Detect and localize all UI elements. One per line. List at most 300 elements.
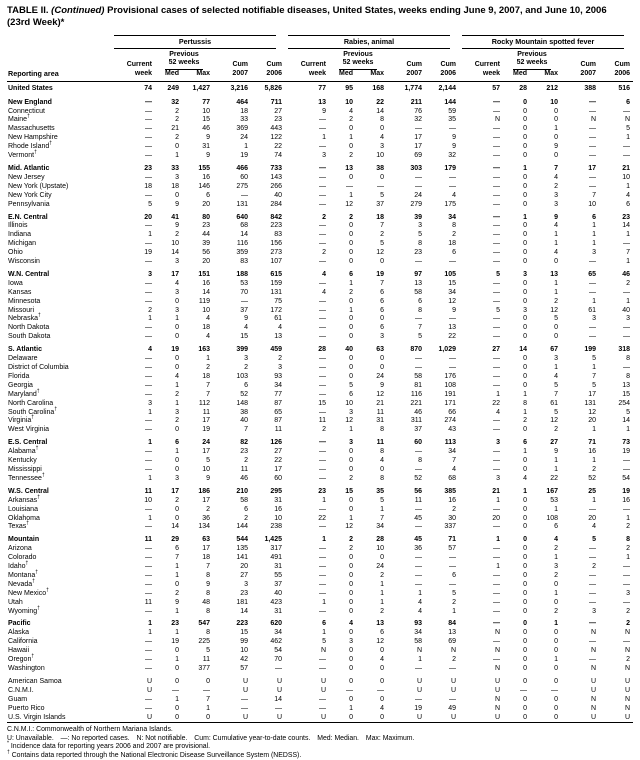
cum-label: Cum bbox=[580, 61, 596, 69]
value-cell: 13 bbox=[448, 324, 456, 332]
value-cell: 5 bbox=[418, 231, 422, 239]
reporting-area-cell: American Samoa bbox=[8, 677, 62, 685]
value-cell: — bbox=[319, 200, 326, 208]
value-cell: — bbox=[145, 580, 152, 588]
value-cell: 13 bbox=[550, 270, 558, 278]
value-cell: 8 bbox=[452, 222, 456, 230]
value-cell: 87 bbox=[274, 417, 282, 425]
notifiable-diseases-table bbox=[7, 33, 633, 723]
value-cell: U bbox=[494, 713, 500, 721]
value-cell: 4 bbox=[554, 249, 558, 257]
value-cell: 1 bbox=[244, 143, 248, 151]
value-cell: 388 bbox=[584, 84, 596, 92]
reporting-area-cell: Hawaii bbox=[8, 647, 30, 655]
value-cell: 0 bbox=[523, 695, 527, 703]
row-south-dakota bbox=[7, 333, 633, 342]
value-cell: 6 bbox=[380, 288, 384, 296]
row-new-york-city bbox=[7, 192, 633, 201]
value-cell: — bbox=[493, 448, 500, 456]
value-cell: 3 bbox=[175, 258, 179, 266]
row-e-s-central bbox=[7, 435, 633, 448]
reporting-area-cell: Missouri bbox=[8, 306, 35, 314]
value-cell: 0 bbox=[380, 647, 384, 655]
value-cell: 27 bbox=[274, 448, 282, 456]
reporting-area-cell: Minnesota bbox=[8, 297, 41, 305]
value-cell: 20 bbox=[202, 200, 210, 208]
value-cell: 5 bbox=[592, 536, 596, 544]
value-cell: 7 bbox=[418, 324, 422, 332]
value-cell: 6 bbox=[523, 439, 527, 447]
value-cell: 0 bbox=[523, 116, 527, 124]
value-cell: — bbox=[623, 152, 631, 160]
footnote-marker: † bbox=[46, 587, 49, 594]
value-cell: 0 bbox=[175, 143, 179, 151]
value-cell: 13 bbox=[448, 629, 456, 637]
value-cell: 223 bbox=[270, 222, 282, 230]
value-cell: 0 bbox=[349, 125, 353, 133]
reporting-area-cell: C.N.M.I. bbox=[8, 686, 34, 694]
value-cell: 5 bbox=[554, 381, 558, 389]
value-cell: 4 bbox=[554, 372, 558, 380]
reporting-area-cell: Mountain bbox=[8, 536, 40, 544]
footnote-line: * Incidence data for reporting years 2006 and 2007 are provisional. bbox=[7, 740, 211, 751]
value-cell: — bbox=[145, 647, 152, 655]
value-cell: 1 bbox=[148, 408, 152, 416]
value-cell: — bbox=[145, 288, 152, 296]
value-cell: 116 bbox=[236, 240, 248, 248]
value-cell: 181 bbox=[236, 598, 248, 606]
value-cell: 13 bbox=[622, 381, 631, 389]
value-cell: 65 bbox=[588, 270, 596, 278]
value-cell: 1 bbox=[554, 364, 558, 371]
value-cell: 1 bbox=[175, 152, 179, 160]
value-cell: — bbox=[623, 465, 631, 473]
value-cell: 34 bbox=[274, 381, 282, 389]
value-cell: 0 bbox=[380, 125, 384, 133]
value-cell: 6 bbox=[592, 213, 596, 221]
value-cell: — bbox=[319, 164, 326, 172]
value-cell: — bbox=[493, 143, 500, 151]
value-cell: 1 bbox=[322, 134, 326, 142]
row-virginia bbox=[7, 417, 633, 426]
value-cell: 3 bbox=[175, 408, 179, 416]
value-cell: 122 bbox=[270, 134, 282, 142]
value-cell: — bbox=[319, 222, 326, 230]
value-cell: 37 bbox=[376, 200, 384, 208]
value-cell: — bbox=[623, 505, 631, 513]
value-cell: U bbox=[416, 686, 422, 694]
value-cell: 0 bbox=[554, 629, 558, 637]
reporting-area-cell: Guam bbox=[8, 695, 28, 703]
value-cell: 1 bbox=[592, 231, 596, 239]
value-cell: 10 bbox=[622, 173, 631, 181]
value-cell: 113 bbox=[444, 439, 456, 447]
value-cell: 58 bbox=[240, 496, 248, 504]
value-cell: — bbox=[346, 182, 353, 190]
value-cell: 443 bbox=[270, 125, 282, 133]
value-cell: 9 bbox=[175, 222, 179, 230]
value-cell: 16 bbox=[588, 448, 596, 456]
value-cell: 0 bbox=[523, 191, 527, 199]
value-cell: — bbox=[241, 704, 248, 712]
value-cell: 9 bbox=[206, 134, 210, 142]
value-cell: — bbox=[623, 598, 631, 606]
value-cell: — bbox=[493, 333, 500, 341]
value-cell: — bbox=[623, 638, 631, 646]
value-cell: 27 bbox=[274, 107, 282, 115]
row-georgia bbox=[7, 382, 633, 391]
value-cell: 0 bbox=[349, 580, 353, 588]
value-cell: 31 bbox=[202, 143, 210, 151]
value-cell: 0 bbox=[554, 647, 558, 655]
value-cell: 2 bbox=[626, 620, 631, 628]
value-cell: 1 bbox=[349, 514, 353, 522]
value-cell: 1 bbox=[418, 589, 422, 597]
value-cell: 462 bbox=[270, 638, 282, 646]
reporting-area-cell: Delaware bbox=[8, 355, 38, 363]
row-puerto-rico bbox=[7, 705, 633, 714]
value-cell: 1 bbox=[626, 134, 631, 142]
value-cell: — bbox=[589, 589, 596, 597]
value-cell: 11 bbox=[318, 417, 326, 425]
value-cell: 0 bbox=[349, 297, 353, 305]
value-cell: — bbox=[415, 315, 422, 323]
value-cell: 0 bbox=[554, 116, 558, 124]
value-cell: 1 bbox=[418, 656, 422, 664]
value-cell: 0 bbox=[523, 465, 527, 473]
value-cell: 2 bbox=[322, 213, 326, 221]
value-cell: 3 bbox=[554, 191, 558, 199]
value-cell: 0 bbox=[523, 563, 527, 571]
value-cell: 14 bbox=[519, 346, 527, 354]
value-cell: 0 bbox=[175, 713, 179, 721]
reporting-area-cell: Mid. Atlantic bbox=[8, 164, 50, 172]
value-cell: — bbox=[319, 563, 326, 571]
value-cell: — bbox=[415, 665, 422, 672]
value-cell: 0 bbox=[380, 258, 384, 266]
footnote-line: C.N.M.I.: Commonwealth of Northern Mariana Islands. bbox=[7, 726, 173, 734]
value-cell: 52 bbox=[588, 474, 596, 482]
value-cell: 1 bbox=[175, 381, 179, 389]
value-cell: 0 bbox=[380, 364, 384, 371]
value-cell: 4 bbox=[206, 315, 210, 323]
value-cell: 0 bbox=[523, 355, 527, 363]
value-cell: — bbox=[623, 333, 631, 341]
value-cell: — bbox=[275, 665, 282, 672]
value-cell: — bbox=[589, 134, 596, 142]
value-cell: N bbox=[494, 665, 500, 672]
value-cell: — bbox=[493, 545, 500, 553]
value-cell: 15 bbox=[240, 333, 248, 341]
value-cell: — bbox=[493, 372, 500, 380]
value-cell: 0 bbox=[523, 143, 527, 151]
value-cell: 3 bbox=[175, 288, 179, 296]
value-cell: 2 bbox=[244, 514, 248, 522]
value-cell: 0 bbox=[349, 324, 353, 332]
value-cell: N bbox=[590, 116, 596, 124]
value-cell: 0 bbox=[175, 333, 179, 341]
row-maine bbox=[7, 116, 633, 125]
value-cell: 1 bbox=[626, 231, 631, 239]
value-cell: U bbox=[242, 677, 248, 685]
row-colorado bbox=[7, 554, 633, 563]
value-cell: — bbox=[145, 554, 152, 562]
value-cell: 0 bbox=[349, 258, 353, 266]
value-cell: 82 bbox=[240, 439, 248, 447]
value-cell: 58 bbox=[414, 638, 422, 646]
value-cell: 40 bbox=[274, 191, 282, 199]
value-cell: 20 bbox=[144, 213, 152, 221]
value-cell: — bbox=[493, 324, 500, 332]
value-cell: 10 bbox=[345, 98, 353, 106]
value-cell: 3 bbox=[592, 315, 596, 323]
value-cell: — bbox=[493, 297, 500, 305]
value-cell: — bbox=[319, 580, 326, 588]
value-cell: 8 bbox=[626, 536, 631, 544]
value-cell: — bbox=[145, 607, 152, 615]
row-kansas bbox=[7, 289, 633, 298]
value-cell: — bbox=[493, 288, 500, 296]
value-cell: 5 bbox=[349, 381, 353, 389]
value-cell: — bbox=[623, 288, 631, 296]
value-cell: 8 bbox=[380, 474, 384, 482]
value-cell: 1 bbox=[322, 629, 326, 637]
value-cell: 459 bbox=[270, 346, 282, 354]
value-cell: 4 bbox=[380, 134, 384, 142]
value-cell: 6 bbox=[626, 200, 631, 208]
value-cell: 9 bbox=[244, 315, 248, 323]
value-cell: 2 bbox=[175, 134, 179, 142]
value-cell: 0 bbox=[380, 355, 384, 363]
value-cell: 58 bbox=[414, 372, 422, 380]
value-cell: 1 bbox=[322, 496, 326, 504]
value-cell: — bbox=[319, 381, 326, 389]
value-cell: — bbox=[319, 505, 326, 513]
value-cell: — bbox=[623, 580, 631, 588]
value-cell: 0 bbox=[523, 182, 527, 190]
value-cell: 23 bbox=[240, 589, 248, 597]
value-cell: 5 bbox=[554, 408, 558, 416]
value-cell: 1,774 bbox=[404, 84, 422, 92]
value-cell: — bbox=[589, 125, 596, 133]
value-cell: 7 bbox=[554, 164, 558, 172]
value-cell: — bbox=[319, 116, 326, 124]
value-cell: 9 bbox=[380, 381, 384, 389]
footnote-marker: † bbox=[31, 653, 35, 660]
value-cell: 38 bbox=[240, 408, 248, 416]
value-cell: 3 bbox=[592, 249, 596, 257]
value-cell: 19 bbox=[622, 448, 631, 456]
row-ohio bbox=[7, 249, 633, 258]
value-cell: 273 bbox=[270, 249, 282, 257]
value-cell: 186 bbox=[198, 487, 210, 495]
value-cell: U bbox=[146, 713, 152, 721]
row-w-n-central bbox=[7, 267, 633, 280]
row-idaho bbox=[7, 563, 633, 572]
value-cell: 3 bbox=[523, 306, 527, 314]
value-cell: U bbox=[494, 686, 500, 694]
value-cell: — bbox=[493, 355, 500, 363]
value-cell: — bbox=[589, 173, 596, 181]
value-cell: — bbox=[493, 231, 500, 239]
value-cell: 24 bbox=[202, 439, 210, 447]
value-cell: 21 bbox=[376, 399, 384, 407]
value-cell: 17 bbox=[588, 164, 596, 172]
reporting-area-cell: Colorado bbox=[8, 554, 37, 562]
weeks52-label: 52 weeks bbox=[513, 59, 552, 70]
value-cell: 11 bbox=[202, 408, 210, 416]
value-cell: 0 bbox=[206, 713, 210, 721]
value-cell: 17 bbox=[414, 143, 422, 151]
value-cell: 83 bbox=[240, 258, 248, 266]
value-cell: 67 bbox=[550, 346, 558, 354]
value-cell: 46 bbox=[202, 125, 210, 133]
value-cell: 0 bbox=[523, 288, 527, 296]
value-cell: — bbox=[145, 324, 152, 332]
value-cell: 19 bbox=[144, 249, 152, 257]
value-cell: 0 bbox=[175, 665, 179, 672]
value-cell: — bbox=[589, 656, 596, 664]
value-cell: — bbox=[145, 333, 152, 341]
table-label: TABLE II. bbox=[7, 5, 49, 16]
value-cell: 0 bbox=[349, 465, 353, 473]
value-cell: 6 bbox=[206, 191, 210, 199]
reporting-area-cell: District of Columbia bbox=[8, 364, 69, 371]
value-cell: 13 bbox=[376, 620, 384, 628]
row-delaware bbox=[7, 355, 633, 364]
value-cell: 1 bbox=[554, 125, 558, 133]
value-cell: 0 bbox=[554, 580, 558, 588]
value-cell: 1 bbox=[175, 607, 179, 615]
value-cell: 56 bbox=[202, 249, 210, 257]
value-cell: 5 bbox=[452, 589, 456, 597]
value-cell: 1 bbox=[523, 408, 527, 416]
weeks52-label: 52 weeks bbox=[339, 59, 378, 70]
value-cell: 112 bbox=[198, 399, 210, 407]
value-cell: 3 bbox=[349, 638, 353, 646]
disease-group-pertussis bbox=[111, 33, 285, 51]
value-cell: 12 bbox=[376, 638, 384, 646]
value-cell: 40 bbox=[622, 306, 631, 314]
value-cell: 1 bbox=[592, 240, 596, 248]
value-cell: 466 bbox=[236, 164, 248, 172]
value-cell: 0 bbox=[349, 222, 353, 230]
value-cell: — bbox=[319, 571, 326, 579]
row-wisconsin bbox=[7, 258, 633, 267]
value-cell: — bbox=[319, 125, 326, 133]
value-cell: 15 bbox=[622, 390, 631, 398]
value-cell: 5 bbox=[206, 647, 210, 655]
value-cell: 4 bbox=[206, 333, 210, 341]
value-cell: 12 bbox=[345, 523, 353, 531]
value-cell: 1 bbox=[148, 474, 152, 482]
value-cell: 0 bbox=[349, 355, 353, 363]
value-cell: — bbox=[319, 364, 326, 371]
value-cell: 55 bbox=[274, 571, 282, 579]
value-cell: 2,144 bbox=[438, 84, 456, 92]
value-cell: 24 bbox=[376, 372, 384, 380]
value-cell: N bbox=[494, 647, 500, 655]
value-cell: — bbox=[319, 545, 326, 553]
value-cell: 2 bbox=[278, 355, 282, 363]
value-cell: 6 bbox=[452, 571, 456, 579]
value-cell: 1 bbox=[148, 514, 152, 522]
value-cell: 1 bbox=[148, 620, 152, 628]
value-cell: 2 bbox=[592, 465, 596, 473]
value-cell: 45 bbox=[414, 514, 422, 522]
value-cell: 0 bbox=[349, 505, 353, 513]
value-cell: N bbox=[624, 647, 631, 655]
value-cell: 0 bbox=[349, 607, 353, 615]
value-cell: — bbox=[319, 704, 326, 712]
value-cell: 295 bbox=[270, 487, 282, 495]
value-cell: 6 bbox=[175, 545, 179, 553]
value-cell: 22 bbox=[274, 457, 282, 465]
value-cell: 1 bbox=[349, 279, 353, 287]
value-cell: U bbox=[320, 686, 326, 694]
value-cell: 20 bbox=[240, 563, 248, 571]
value-cell: — bbox=[415, 258, 422, 266]
value-cell: 5 bbox=[592, 355, 596, 363]
value-cell: 0 bbox=[175, 505, 179, 513]
footnote-marker: † bbox=[37, 605, 40, 612]
value-cell: 2 bbox=[206, 505, 210, 513]
value-cell: 0 bbox=[349, 240, 353, 248]
value-cell: N bbox=[494, 695, 500, 703]
value-cell: 87 bbox=[274, 399, 282, 407]
value-cell: 12 bbox=[345, 417, 353, 425]
value-cell: 842 bbox=[270, 213, 282, 221]
value-cell: — bbox=[493, 571, 500, 579]
reporting-area-cell: Montana† bbox=[8, 569, 39, 579]
value-cell: 12 bbox=[550, 306, 558, 314]
reporting-area-cell: Oregon† bbox=[8, 653, 35, 664]
value-cell: 0 bbox=[349, 333, 353, 341]
footnote-marker: † bbox=[27, 114, 30, 121]
value-cell: 23 bbox=[318, 487, 326, 495]
weeks52-label: 52 weeks bbox=[165, 59, 204, 70]
value-cell: 377 bbox=[198, 665, 210, 672]
value-cell: — bbox=[493, 222, 500, 230]
value-cell: 11 bbox=[414, 496, 422, 504]
value-cell: 57 bbox=[448, 545, 456, 553]
value-cell: 337 bbox=[444, 523, 456, 531]
value-cell: 10 bbox=[376, 545, 384, 553]
value-cell: 0 bbox=[523, 279, 527, 287]
value-cell: 12 bbox=[550, 417, 558, 425]
reporting-area-cell: Vermont† bbox=[8, 149, 37, 160]
value-cell: 4 bbox=[523, 474, 527, 482]
reporting-area-cell: Iowa bbox=[8, 279, 23, 287]
value-cell: — bbox=[319, 448, 326, 456]
value-cell: 0 bbox=[523, 523, 527, 531]
value-cell: 3 bbox=[175, 173, 179, 181]
reporting-area-cell: California bbox=[8, 638, 38, 646]
value-cell: — bbox=[589, 580, 596, 588]
value-cell: 733 bbox=[270, 164, 282, 172]
reporting-area-cell: Maine† bbox=[8, 114, 30, 124]
value-cell: — bbox=[493, 426, 500, 434]
value-cell: 0 bbox=[523, 704, 527, 712]
row-missouri bbox=[7, 307, 633, 316]
value-cell: 491 bbox=[270, 554, 282, 562]
row-american-samoa bbox=[7, 674, 633, 687]
value-cell: 21 bbox=[622, 164, 631, 172]
value-cell: 1 bbox=[554, 505, 558, 513]
value-cell: — bbox=[623, 457, 631, 465]
value-cell: 126 bbox=[270, 439, 282, 447]
value-cell: 103 bbox=[236, 372, 248, 380]
